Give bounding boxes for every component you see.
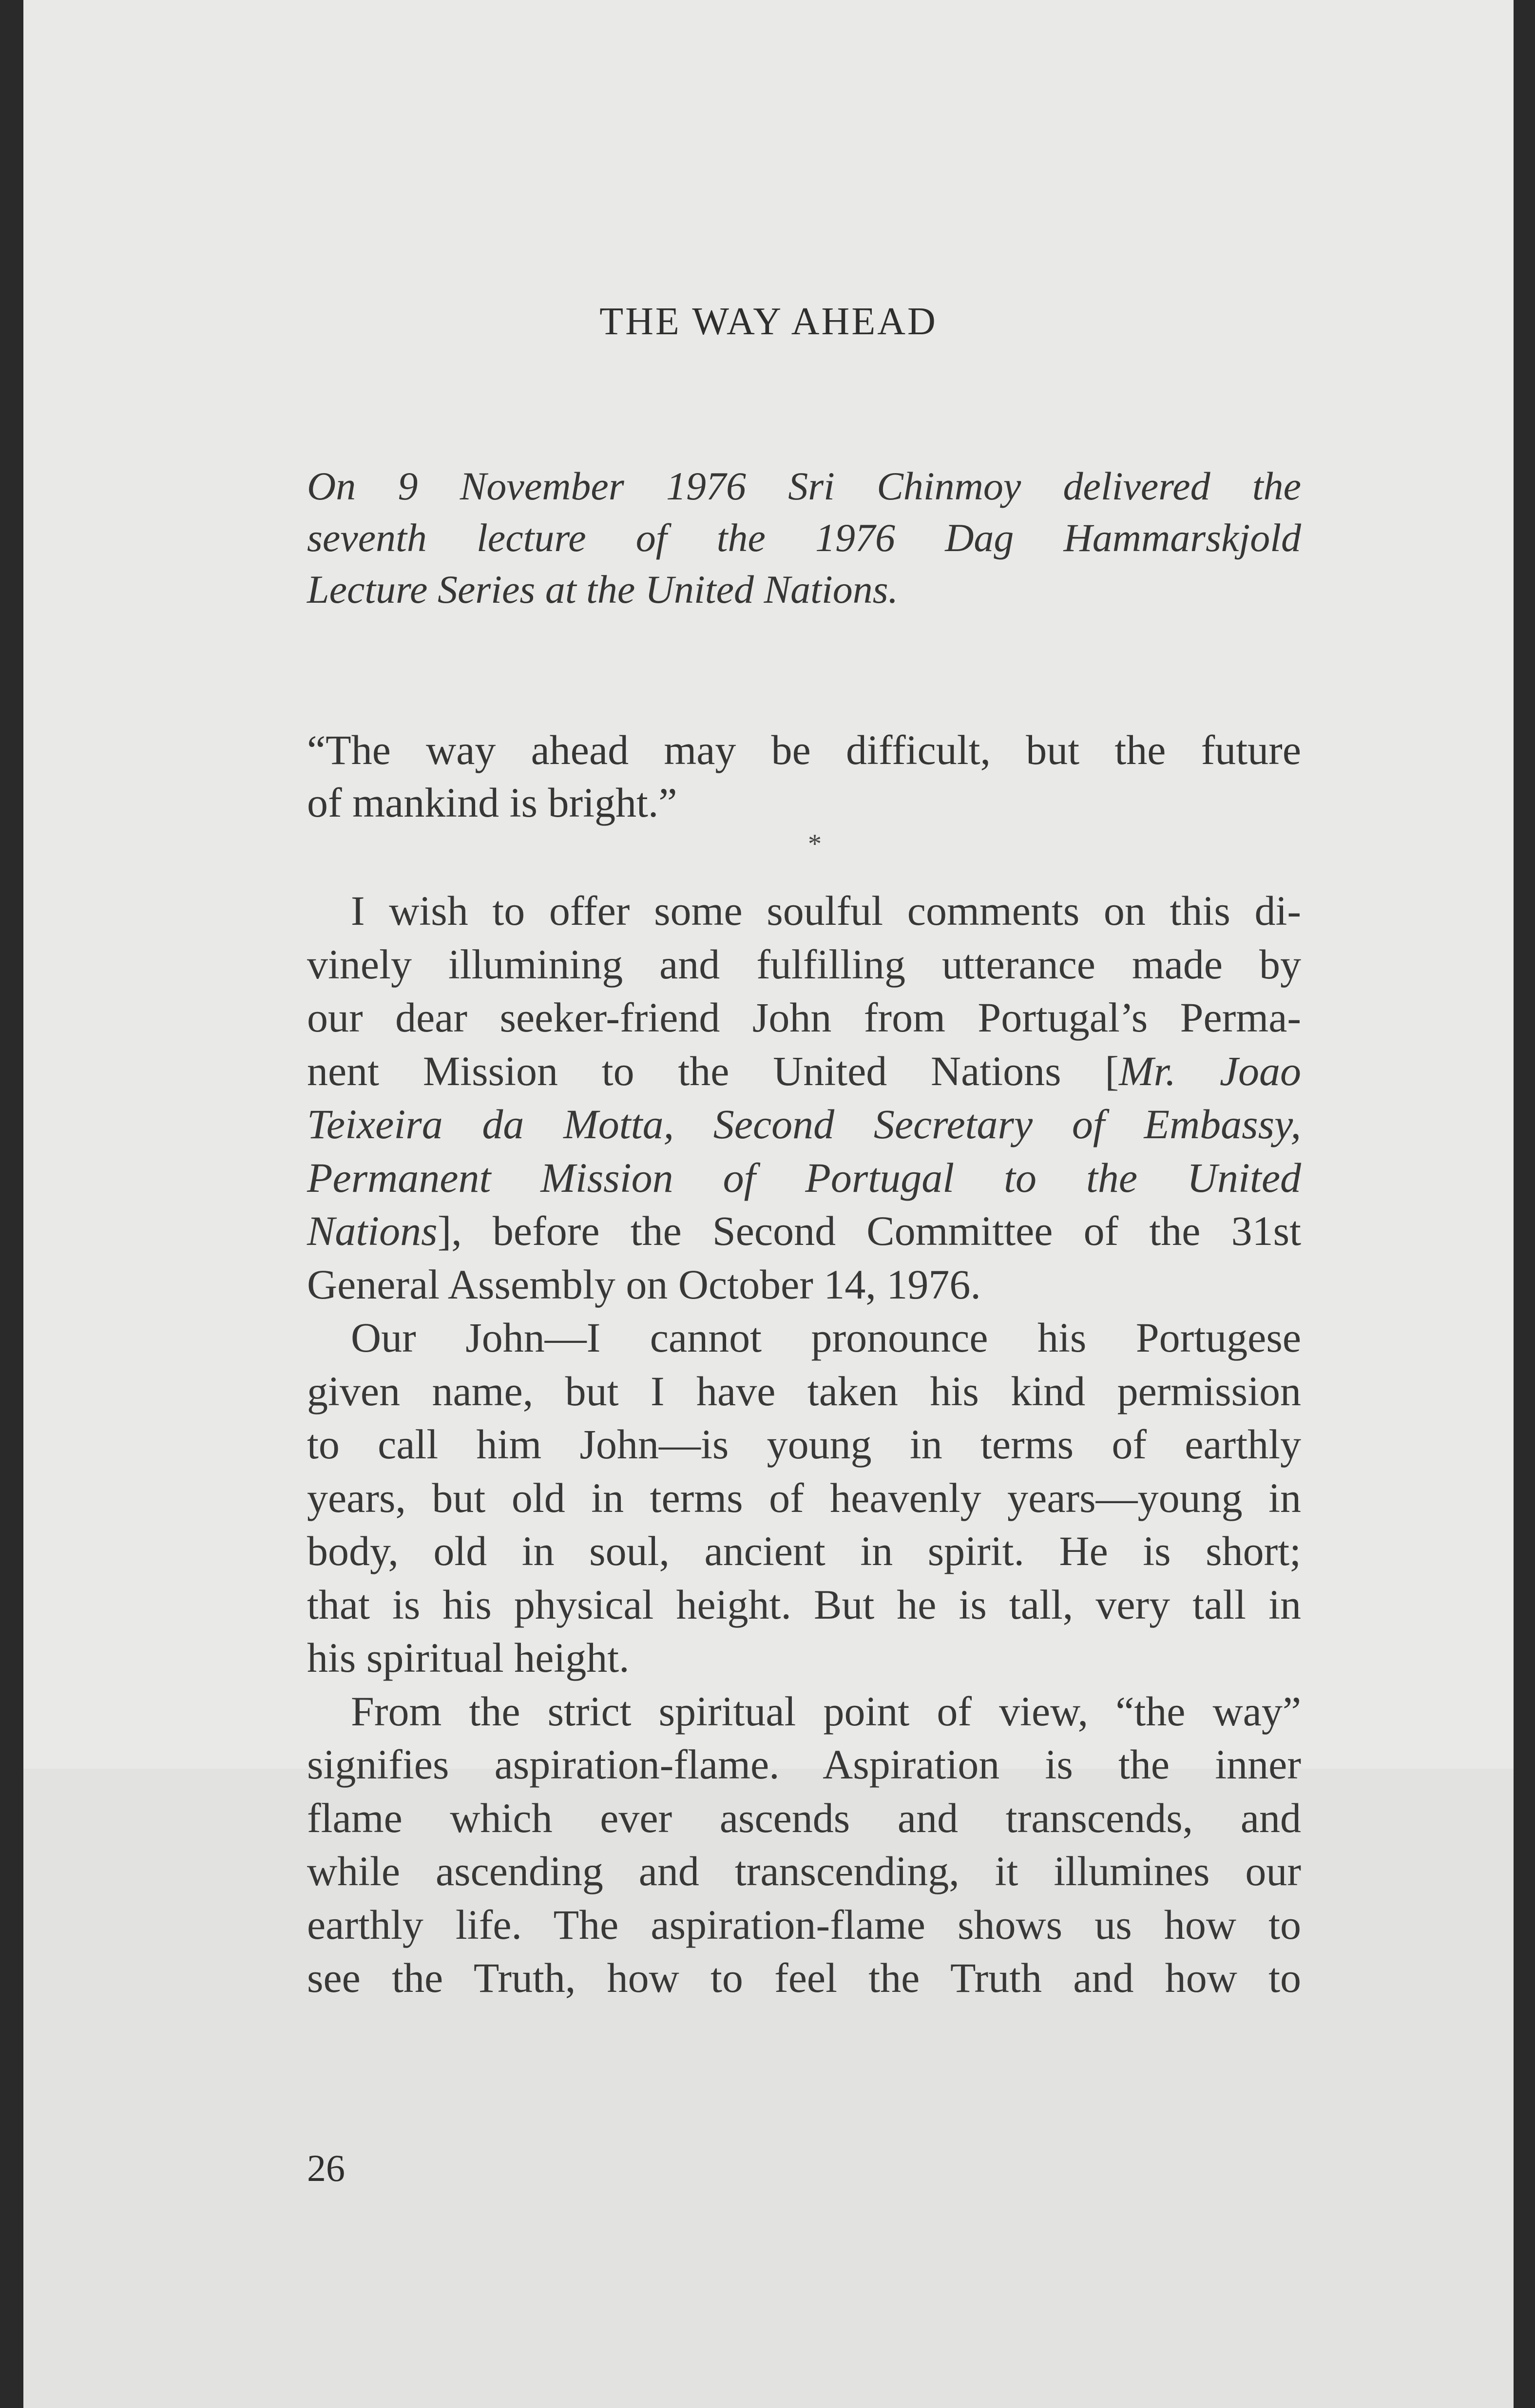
text-line: flame which ever ascends and transcends, and bbox=[307, 1794, 1301, 1841]
intro-line: Lecture Series at the United Nations. bbox=[307, 567, 899, 612]
text-line: earthly life. The aspiration-flame shows us how to bbox=[307, 1901, 1301, 1948]
section-separator: * bbox=[808, 829, 822, 859]
page-number: 26 bbox=[307, 2147, 345, 2189]
paragraph bbox=[307, 1685, 1301, 2005]
text-line bbox=[307, 1045, 1301, 1098]
intro-line: seventh lecture of the 1976 Dag Hammarskjold bbox=[307, 516, 1301, 560]
text-line: while ascending and transcending, it illumines our bbox=[307, 1848, 1301, 1894]
text-line: our dear seeker-friend John from Portugal’s Perma- bbox=[307, 994, 1301, 1041]
text-line: that is his physical height. But he is tall, very tall in bbox=[307, 1581, 1301, 1628]
intro-note bbox=[307, 460, 1301, 615]
quote-line: “The way ahead may be difficult, but the future bbox=[307, 726, 1301, 773]
text-line: From the strict spiritual point of view, “the way” bbox=[351, 1687, 1301, 1735]
text-line: given name, but I have taken his kind permission bbox=[307, 1367, 1301, 1414]
epigraph-quote bbox=[307, 724, 1301, 829]
italic-run: Mr. Joao bbox=[1119, 1047, 1302, 1094]
paragraph bbox=[307, 884, 1301, 1311]
text-line: to call him John—is young in terms of earthly bbox=[307, 1421, 1301, 1468]
text-line: vinely illumining and fulfilling utterance made by bbox=[307, 940, 1301, 988]
text-run: nent Mission to the United Nations [ bbox=[307, 1047, 1119, 1094]
text-line: see the Truth, how to feel the Truth and how to bbox=[307, 1954, 1301, 2001]
book-page bbox=[23, 0, 1514, 2408]
text-line: body, old in soul, ancient in spirit. He is short; bbox=[307, 1528, 1301, 1574]
italic-run: Permanent Mission of Portugal to the United bbox=[307, 1154, 1301, 1201]
text-line: I wish to offer some soulful comments on this di- bbox=[351, 887, 1301, 934]
italic-run: Nations bbox=[307, 1207, 438, 1254]
text-line: his spiritual height. bbox=[307, 1634, 630, 1681]
text-run: ], before the Second Committee of the 31st bbox=[437, 1207, 1301, 1254]
text-line: Our John—I cannot pronounce his Portugese bbox=[351, 1314, 1301, 1361]
text-line: signifies aspiration-flame. Aspiration is the inner bbox=[307, 1741, 1301, 1788]
text-line bbox=[307, 1151, 1301, 1205]
text-line bbox=[307, 1098, 1301, 1151]
quote-line: of mankind is bright.” bbox=[307, 779, 677, 826]
text-line: General Assembly on October 14, 1976. bbox=[307, 1261, 981, 1308]
paragraph bbox=[307, 1311, 1301, 1685]
intro-line: On 9 November 1976 Sri Chinmoy delivered the bbox=[307, 464, 1301, 508]
text-line: years, but old in terms of heavenly years—young in bbox=[307, 1474, 1301, 1521]
text-line bbox=[307, 1204, 1301, 1258]
body-text bbox=[307, 884, 1301, 2005]
page-title: THE WAY AHEAD bbox=[599, 300, 938, 343]
italic-run: Teixeira da Motta, Second Secretary of Embassy, bbox=[307, 1101, 1301, 1147]
